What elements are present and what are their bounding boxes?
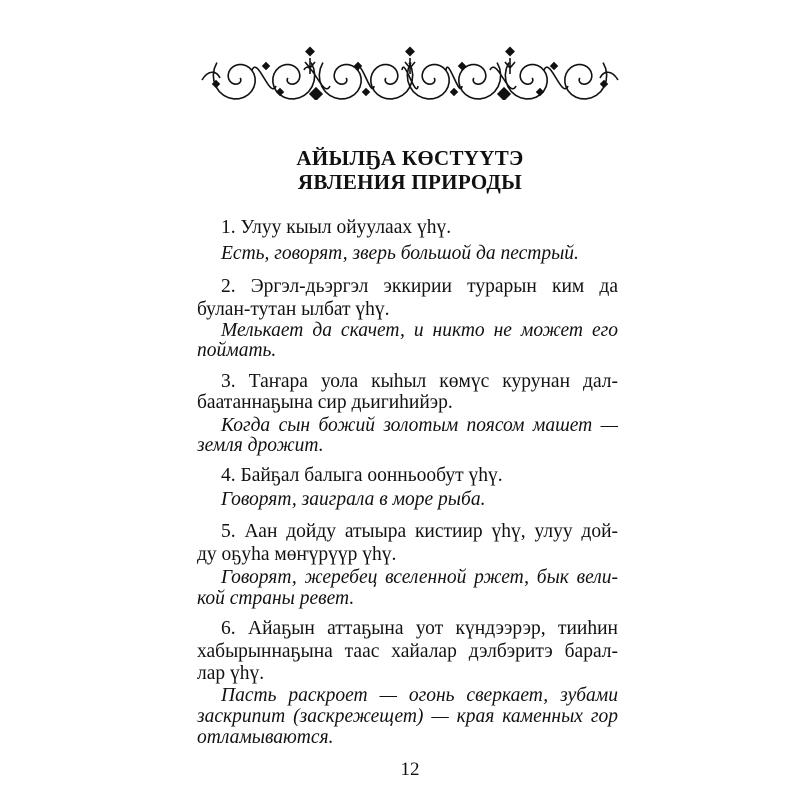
riddle-5-line-1: 5. Аан дойду атыыра кистиир үһү, улуу дой- [221, 521, 618, 542]
page-number: 12 [400, 759, 420, 780]
riddle-1-line-1: 1. Улуу кыыл ойуулаах үһү. [221, 217, 452, 238]
riddle-3-translation-line-1: Когда сын божий золотым поясом машет — [221, 415, 618, 436]
riddle-3-line-2: баатаннаҕына сир дьигиһийэр. [197, 392, 453, 413]
riddle-5-line-2: ду оҕуһа мөҥүрүүр үһү. [197, 544, 397, 565]
riddle-5-translation-line-2: кой страны ревет. [197, 588, 355, 609]
riddle-5-translation-line-1: Говорят, жеребец вселенной ржет, бык вели- [221, 567, 618, 588]
section-title-yakut: АЙЫЛҔА КӨСТҮҮТЭ [296, 146, 524, 170]
riddle-4-translation-line-1: Говорят, заиграла в море рыба. [221, 489, 486, 510]
riddle-3-translation-line-2: земля дрожит. [197, 435, 324, 456]
riddle-6-translation-line-1: Пасть раскроет — огонь сверкает, зубами [221, 685, 618, 706]
riddle-2-line-1: 2. Эргэл-дьэргэл эккирии турарын ким да [221, 276, 618, 297]
riddle-6-translation-line-3: отламываются. [197, 727, 334, 748]
riddle-6-line-2: хабырыннаҕына таас хайалар дэлбэритэ барал- [197, 641, 618, 662]
riddle-6-line-1: 6. Айаҕын аттаҕына уот күндээрэр, тииһин [221, 618, 618, 639]
section-title-russian: ЯВЛЕНИЯ ПРИРОДЫ [297, 170, 523, 194]
floral-scroll-ornament-icon [198, 44, 622, 100]
riddle-1-translation-line-1: Есть, говорят, зверь большой да пестрый. [221, 243, 579, 264]
riddle-2-translation-line-2: поймать. [197, 340, 277, 361]
riddle-6-line-3: лар үһү. [197, 663, 265, 684]
riddle-2-line-2: булан-тутан ылбат үһү. [197, 299, 390, 320]
riddle-4-line-1: 4. Байҕал балыга оонньообут үһү. [221, 465, 503, 486]
riddle-6-translation-line-2: заскрипит (заскрежещет) — края каменных гор [197, 706, 618, 727]
riddle-3-line-1: 3. Таҥара уола кыһыл көмүс курунан дал- [221, 371, 618, 392]
riddle-2-translation-line-1: Мелькает да скачет, и никто не может его [221, 320, 618, 341]
